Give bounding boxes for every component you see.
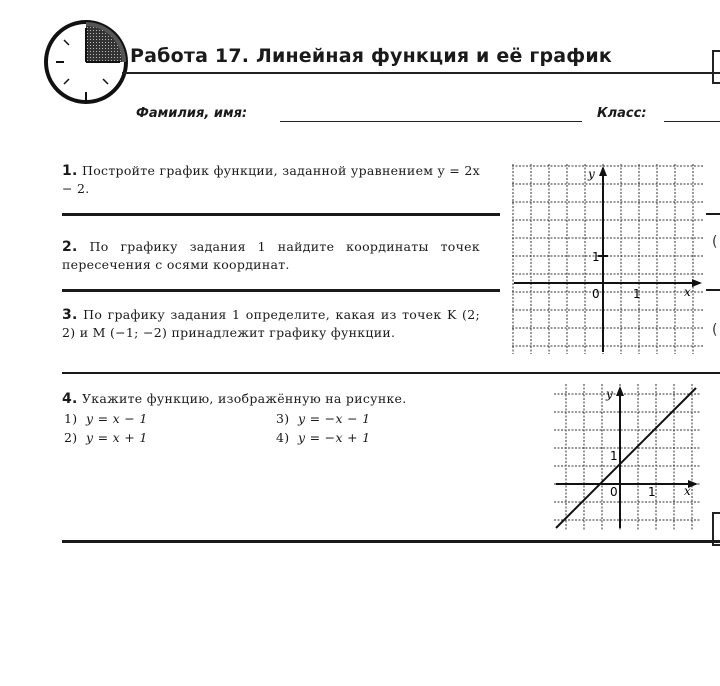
option-2[interactable]: [64, 430, 148, 445]
task-number: 1.: [62, 163, 78, 179]
name-field[interactable]: [280, 121, 582, 122]
task-text: По графику задания 1 определите, какая из точек K (2; 2) и M (−1; −2) принадлежит графику функции.: [62, 307, 481, 340]
task-number: 3.: [62, 307, 78, 323]
y-tick-label: 1: [610, 449, 618, 463]
divider: [62, 289, 500, 292]
option-number: 2): [64, 430, 78, 445]
option-3[interactable]: [276, 411, 370, 426]
function-line: [556, 388, 696, 528]
y-axis-label: y: [588, 167, 595, 181]
task-4: [62, 390, 532, 408]
task-3: [62, 306, 480, 341]
clock-icon: [42, 18, 132, 104]
answer-line-fragment: [706, 213, 720, 215]
option-formula: y = x − 1: [85, 411, 148, 426]
task-text: По графику задания 1 найдите координаты точек пересечения с осями координат.: [62, 239, 480, 272]
option-number: 4): [276, 430, 290, 445]
x-tick-label: 1: [648, 485, 656, 499]
task-text: Постройте график функции, заданной уравнением y = 2x − 2.: [62, 163, 480, 196]
option-formula: y = −x + 1: [297, 430, 371, 445]
divider: [62, 540, 720, 543]
answer-line-fragment: [706, 289, 720, 291]
answer-line-fragment: [62, 372, 720, 374]
task-number: 2.: [62, 239, 78, 255]
origin-label: 0: [592, 287, 600, 301]
title-underline: [122, 72, 720, 74]
option-number: 1): [64, 411, 78, 426]
x-tick-label: 1: [633, 287, 641, 301]
class-field[interactable]: [664, 121, 720, 122]
title-box-edge: [712, 50, 720, 84]
option-formula: y = x + 1: [85, 430, 148, 445]
name-label: Фамилия, имя:: [136, 106, 248, 121]
x-axis-label: x: [684, 285, 691, 299]
divider: [62, 213, 500, 216]
task-text: Укажите функцию, изображённую на рисунке.: [81, 391, 407, 406]
page-title: Работа 17. Линейная функция и её график: [130, 45, 612, 67]
y-tick-label: 1: [592, 250, 600, 264]
task-1: [62, 162, 480, 197]
class-label: Класс:: [597, 106, 647, 121]
y-axis-arrow: [616, 386, 624, 396]
y-axis-label: y: [606, 387, 613, 401]
origin-label: 0: [610, 485, 618, 499]
option-4[interactable]: [276, 430, 370, 445]
y-axis-arrow: [599, 166, 607, 176]
option-number: 3): [276, 411, 290, 426]
x-axis-arrow: [692, 279, 702, 287]
answer-fragment: (: [712, 234, 718, 250]
answer-fragment: (: [712, 322, 718, 338]
coordinate-grid-1: [512, 164, 704, 354]
option-1[interactable]: [64, 411, 148, 426]
coordinate-grid-2: [554, 384, 700, 530]
option-formula: y = −x − 1: [297, 411, 371, 426]
task-number: 4.: [62, 391, 78, 407]
x-axis-label: x: [684, 484, 691, 498]
task-2: [62, 238, 480, 273]
